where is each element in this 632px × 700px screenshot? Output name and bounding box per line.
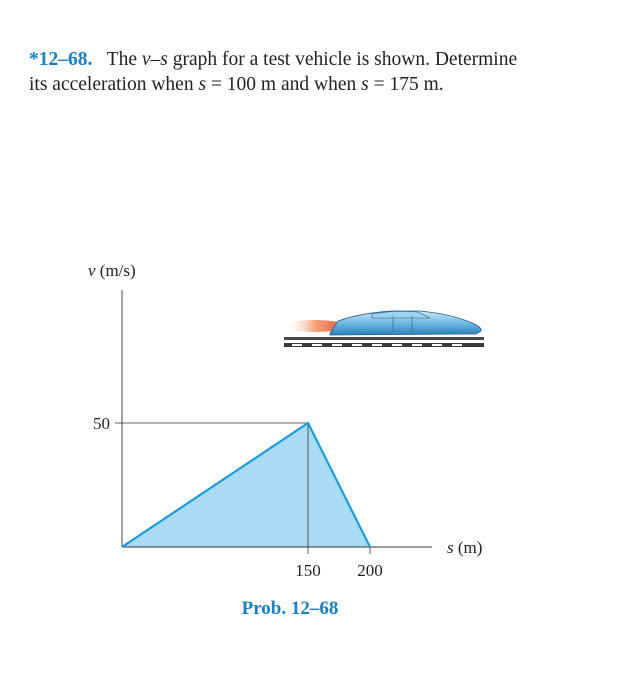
problem-text: = 175 m.: [368, 74, 444, 95]
velocity-area: [122, 423, 370, 547]
var-s: s: [198, 74, 207, 95]
problem-text: its acceleration when: [29, 74, 199, 95]
x-tick-label-150: 150: [295, 561, 321, 580]
x-axis-label: [447, 538, 482, 557]
y-axis-label-unit: (m/s): [95, 261, 136, 280]
figure-caption: [0, 598, 580, 620]
y-axis-label: [88, 261, 136, 280]
problem-text: = 100 m and when: [206, 74, 362, 95]
race-car-icon: [284, 311, 484, 347]
x-axis-label-unit: (m): [453, 538, 483, 557]
x-axis-label-var: s: [447, 538, 454, 557]
y-axis-label-var: v: [88, 261, 96, 280]
problem-number-text: 12–68.: [38, 49, 93, 70]
problem-star: *: [29, 49, 39, 70]
problem-text: –: [150, 49, 161, 70]
caption-text: Prob. 12–68: [241, 598, 339, 619]
x-tick-label-200: 200: [357, 561, 383, 580]
y-tick-label-50: 50: [93, 414, 110, 433]
problem-text: graph for a test vehicle is shown. Determine: [167, 49, 518, 70]
var-s: s: [361, 74, 369, 95]
problem-text: The: [106, 49, 142, 70]
var-s: s: [160, 49, 168, 70]
var-v: v: [141, 49, 151, 70]
